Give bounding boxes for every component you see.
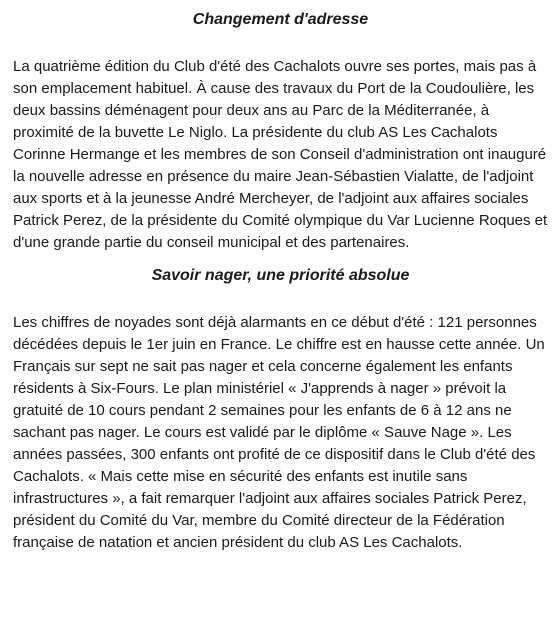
section-heading-swimming-priority: Savoir nager, une priorité absolue (151, 267, 410, 284)
section-heading-change-of-address: Changement d'adresse (192, 11, 369, 28)
section-paragraph-swimming-priority: Les chiffres de noyades sont déjà alarmants en ce début d'été : 121 personnes décédées depuis le 1er juin en France. Le chiffre est en hausse cette année. Un Français sur sept ne sait pas nager et cela concerne également les enfants résidents à Six-Fours. Le plan ministériel « J'apprends à nager » prévoit la gratuité de 10 cours pendant 2 semaines pour les enfants de 6 à 12 ans ne sachant pas nager. Le cours est validé par le diplôme « Sauve Nage ». Les années passées, 300 enfants ont profité de ce dispositif dans le Club d'été des Cachalots. « Mais cette mise en sécurité des enfants est inutile sans infrastructures », a fait remarquer l'adjoint aux affaires sociales Patrick Perez, président du Comité du Var, membre du Comité directeur de la Fédération française de natation et ancien président du club AS Les Cachalots. (13, 314, 545, 551)
section-paragraph-change-of-address: La quatrième édition du Club d'été des Cachalots ouvre ses portes, mais pas à son emplacement habituel. À cause des travaux du Port de la Coudoulière, les deux bassins déménagent pour deux ans au Parc de la Méditerranée, à proximité de la buvette Le Niglo. La présidente du club AS Les Cachalots Corinne Hermange et les membres de son Conseil d'administration ont inauguré la nouvelle adresse en présence du maire Jean-Sébastien Vialatte, de l'adjoint aux sports et à la jeunesse André Mercheyer, de l'adjoint aux affaires sociales Patrick Perez, de la présidente du Comité olympique du Var Lucienne Roques et d'une grande partie du conseil municipal et des partenaires. (13, 58, 548, 251)
